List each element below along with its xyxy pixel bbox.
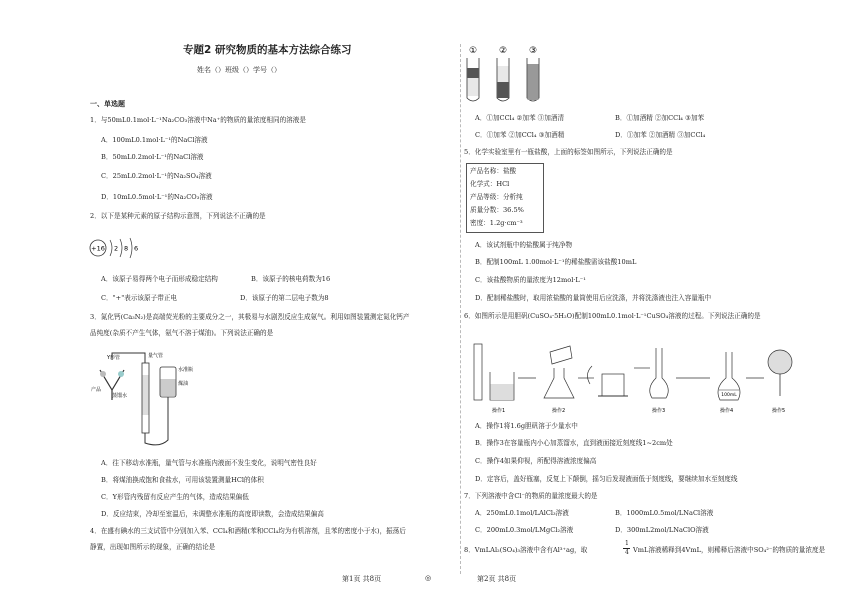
q1-option-b: B．50mL0.2mol·L⁻¹的NaCl溶液 — [101, 153, 204, 161]
label-line-name: 产品名称：盐酸 — [470, 167, 517, 175]
tube-1-label: ① — [468, 46, 478, 56]
section-heading: 一、单选题 — [90, 99, 125, 108]
q2-stem: 2．以下是某种元素的原子结构示意图，下列说法不正确的是 — [90, 212, 266, 220]
q7-option-b: B．1000mL0.5mol/LNaCl溶液 — [615, 509, 714, 517]
shell-3-count: 6 — [134, 244, 139, 253]
q4-option-d: D．①加苯 ②加酒精 ③加CCl₄ — [615, 131, 706, 139]
op3-label: 操作3 — [652, 408, 666, 414]
q5-stem: 5．化学实验室里有一瓶盐酸，上面的标签如图所示，下列说法正确的是 — [464, 148, 673, 156]
tube-2-label: ② — [498, 46, 508, 56]
label-line-formula: 化学式：HCl — [470, 180, 510, 188]
atom-structure-diagram — [88, 234, 148, 262]
q4-option-b: B．①加酒精 ②加CCl₄ ③加苯 — [615, 114, 705, 122]
q6-option-d: D．定容后，盖好瓶塞，反复上下颠倒，摇匀后发现液面低于刻度线，要继续加水至刻度线 — [475, 475, 738, 483]
q8-fraction-denominator: 4 — [625, 549, 629, 556]
op2-label: 操作2 — [552, 408, 566, 414]
q8-stem-part2: VmL溶液稀释到4VmL，则稀释后溶液中SO₄²⁻的物质的量浓度是 — [633, 546, 826, 554]
q2-option-c: C．"+"表示该原子带正电 — [101, 294, 177, 302]
footer-page-right: 第2页 共8页 — [477, 575, 517, 583]
nucleus-label: +16 — [91, 244, 105, 253]
op5-label: 操作5 — [772, 408, 786, 414]
q2-option-d: D．该原子的第二层电子数为8 — [240, 294, 329, 302]
q3-stem-line1: 3．氮化钙(Ca₃N₂)是高端荧光粉的主要成分之一，其极易与水剧烈反应生成氨气。利用如图装置测定氮化钙产 — [90, 313, 410, 321]
product-label: 产品 — [91, 387, 102, 393]
tube-3-label: ③ — [528, 46, 538, 56]
q7-option-a: A．250mL0.1mol/LAlCl₃溶液 — [475, 509, 569, 517]
q5-option-a: A．该试剂瓶中的盐酸属于纯净物 — [475, 241, 573, 249]
q3-option-c: C．Y形管内残留有反应产生的气体，造成结果偏低 — [101, 493, 249, 501]
q5-option-b: B．配制100mL 1.00mol·L⁻¹的稀盐酸需该盐酸10mL — [475, 258, 637, 266]
q6-option-c: C．操作4如果仰视，所配得溶液浓度偏高 — [475, 457, 597, 465]
q6-option-b: B．操作3在容量瓶内小心加蒸馏水，直到液面接近刻度线1~2cm处 — [475, 439, 673, 447]
q3-option-b: B．将煤油换成饱和食盐水，可用该装置测量HCl的体积 — [101, 476, 264, 484]
gas-tube-label: 量气管 — [148, 353, 164, 359]
shell-2-count: 8 — [124, 244, 129, 253]
y-tube-label: Y形管 — [107, 355, 121, 361]
solution-preparation-figure — [466, 338, 811, 416]
q3-option-d: D．反应结束，冷却至室温后，未调整水准瓶的高度即读数，会造成结果偏高 — [101, 510, 324, 518]
q2-option-a: A．该原子易得两个电子而形成稳定结构 — [101, 275, 218, 283]
q8-stem-part1: 8．VmLAl₂(SO₄)₃溶液中含有Al³⁺ag，取 — [464, 546, 588, 554]
gas-measuring-apparatus — [90, 345, 240, 450]
student-info-line: 姓名（）班级（）学号（） — [197, 66, 281, 74]
footer-page-left: 第1页 共8页 — [342, 575, 382, 583]
q1-option-d: D．10mL0.5mol·L⁻¹的Na₂CO₃溶液 — [101, 193, 213, 201]
page-title: 专题2 研究物质的基本方法综合练习 — [183, 44, 352, 56]
level-bottle-label: 水准瓶 — [178, 367, 194, 373]
q5-option-c: C．该盐酸物质的量浓度为12mol·L⁻¹ — [475, 276, 586, 284]
reagent-label-box — [466, 163, 544, 233]
q1-option-a: A．100mL0.1mol·L⁻¹的NaCl溶液 — [101, 136, 208, 144]
q4-stem-line1: 4．在盛有碘水的三支试管中分别加入苯、CCl₄和酒精(苯和CCl₄均为有机溶剂，且苯的密度小于水)，振荡后 — [90, 527, 406, 535]
op4-label: 操作4 — [720, 408, 734, 414]
label-line-grade: 产品等级：分析纯 — [470, 193, 523, 201]
q5-option-d: D．配制稀盐酸时，取用浓盐酸的量筒使用后应洗涤，并将洗涤液也注入容量瓶中 — [475, 294, 712, 302]
q4-option-a: A．①加CCl₄ ②加苯 ③加酒清 — [475, 114, 565, 122]
q7-option-d: D．300mL2mol/LNaClO溶液 — [615, 526, 709, 534]
right-page — [430, 0, 860, 608]
q8-fraction-numerator: 1 — [625, 540, 629, 547]
test-tubes-figure — [463, 44, 563, 106]
op1-label: 操作1 — [492, 408, 506, 414]
flask-volume-label: 100mL — [721, 393, 737, 398]
footer-separator-icon: ◎ — [425, 574, 432, 582]
q7-option-c: C．200mL0.3mol/LMgCl₂溶液 — [475, 526, 574, 534]
kerosene-label: 煤油 — [178, 381, 189, 387]
q1-stem: 1．与50mL0.1mol·L⁻¹Na₂CO₃溶液中Na⁺的物质的量浓度相同的溶液是 — [90, 116, 306, 124]
q3-stem-line2: 品纯度(杂质不产生气体，氨气不溶于煤油)。下列说法正确的是 — [90, 329, 274, 337]
label-line-density: 密度：1.2g·cm⁻³ — [470, 219, 523, 227]
q2-option-b: B．该原子的核电荷数为16 — [251, 275, 331, 283]
label-line-mass-fraction: 质量分数：36.5% — [470, 206, 524, 214]
shell-1-count: 2 — [114, 244, 119, 253]
distilled-water-label: 蒸馏水 — [112, 393, 128, 399]
q6-option-a: A．操作1将1.6g胆矾溶于少量水中 — [475, 422, 578, 430]
q4-option-c: C．①加苯 ②加CCl₄ ③加酒精 — [475, 131, 565, 139]
q6-stem: 6．如图所示是用胆矾(CuSO₄·5H₂O)配制100mL0.1mol·L⁻¹CuSO₄溶液的过程。下列说法正确的是 — [464, 312, 761, 320]
q4-stem-line2: 静置，出现如图所示的现象，正确的结论是 — [90, 543, 216, 551]
q3-option-a: A．往下移动水准瓶，量气管与水准瓶内液面不发生变化，说明气密性良好 — [101, 459, 317, 467]
q1-option-c: C．25mL0.2mol·L⁻¹的Na₂SO₄溶液 — [101, 172, 212, 180]
q7-stem: 7．下列溶液中含Cl⁻的物质的量浓度最大的是 — [464, 492, 598, 500]
